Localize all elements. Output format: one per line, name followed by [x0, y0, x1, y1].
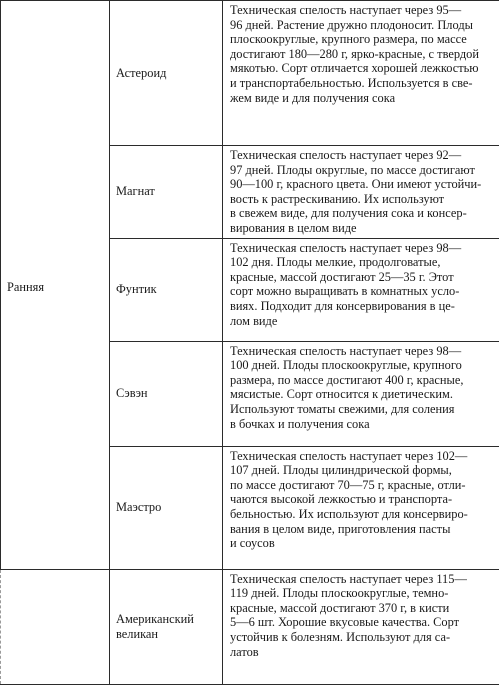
- ripeness-group-cell: [1, 569, 110, 684]
- variety-description: Техническая спелость наступает через 102— 107 дней. Плоды цилиндрической формы, по массе достигают 70—75 г, красные, отли- чаются высокой лежкостью и транспорта- бельностью. Их используют для консервиро- вания в целом виде, приготовления пасты и соусов: [223, 446, 499, 569]
- variety-name: Сэвэн: [116, 386, 219, 401]
- variety-name: Американский великан: [116, 612, 219, 641]
- variety-description: Техническая спелость наступает через 92— 97 дней. Плоды округлые, по массе достигают 90—100 г, красного цвета. Они имеют устойчи- вость к растрескиванию. Их используют в свежем виде, для получения сока и консер- вирования в целом виде: [223, 146, 499, 239]
- table-row: [1, 569, 499, 684]
- variety-name-cell: [110, 446, 223, 569]
- variety-name-cell: [110, 238, 223, 341]
- variety-description: Техническая спелость наступает через 95— 96 дней. Растение дружно плодоносит. Плоды плоскоокруглые, крупного размера, по массе достигают 180—280 г, ярко-красные, с твердой мякотью. Сорт отличается хорошей лежкостью и транспортабельностью. Используется в све- жем виде и для получения сока: [223, 1, 499, 146]
- table-row: [1, 1, 499, 146]
- variety-name-cell: [110, 146, 223, 239]
- ripeness-group-label: Ранняя: [7, 280, 107, 295]
- variety-name: Фунтик: [116, 282, 219, 297]
- variety-name-cell: [110, 1, 223, 146]
- variety-name-cell: [110, 569, 223, 684]
- variety-description: Техническая спелость наступает через 115— 119 дней. Плоды плоскоокруглые, темно- красные, массой достигают 370 г, в кисти 5—6 шт. Хорошие вкусовые качества. Сорт устойчив к болезням. Используют для са- латов: [223, 569, 499, 684]
- variety-name: Магнат: [116, 184, 219, 199]
- variety-name-cell: [110, 341, 223, 446]
- variety-name: Маэстро: [116, 500, 219, 515]
- variety-name: Астероид: [116, 66, 219, 81]
- ripeness-group-cell: [1, 1, 110, 570]
- variety-description: Техническая спелость наступает через 98— 102 дня. Плоды мелкие, продолговатые, красные, массой достигают 25—35 г. Этот сорт можно выращивать в комнатных усло- виях. Подходит для консервирования в це- лом виде: [223, 238, 499, 341]
- variety-description: Техническая спелость наступает через 98— 100 дней. Плоды плоскоокруглые, крупного размера, по массе достигают 400 г, красные, мясистые. Сорт относится к диетическим. Используют томаты свежими, для соления в бочках и получения сока: [223, 341, 499, 446]
